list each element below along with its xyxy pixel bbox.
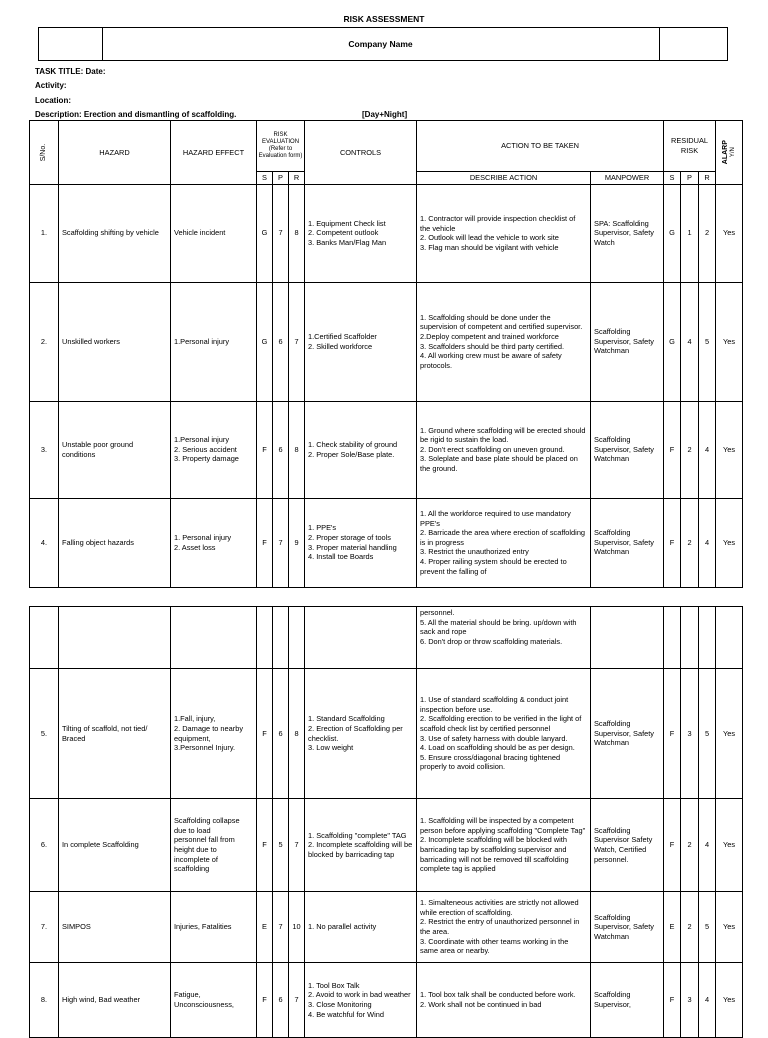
- row-manpower: Scaffolding Supervisor, Safety Watchman: [591, 498, 664, 587]
- row-risk-r: 7: [289, 799, 305, 892]
- row-risk-s: F: [257, 799, 273, 892]
- row-risk-r: 10: [289, 892, 305, 963]
- row-risk-s: G: [257, 184, 273, 282]
- row-residual-r: 4: [699, 799, 716, 892]
- row-controls: 1. Tool Box Talk 2. Avoid to work in bad weather 3. Close Monitoring 4. Be watchful for Wind: [305, 963, 417, 1038]
- shift-label: [Day+Night]: [362, 110, 408, 119]
- row-residual-s: F: [664, 498, 681, 587]
- row-hazard-effect: 1.Fall, injury, 2. Damage to nearby equipment, 3.Personnel Injury.: [171, 669, 257, 799]
- row-sno: 2.: [30, 282, 59, 401]
- row-risk-p: 5: [273, 799, 289, 892]
- alarp-header: ALARP Y/N: [716, 121, 743, 185]
- row-manpower: Scaffolding Supervisor,: [591, 963, 664, 1038]
- right-cell-divider: [659, 28, 660, 60]
- risk-evaluation-header: RISK EVALUATION (Refer to Evaluation form): [257, 121, 305, 172]
- row-risk-r: 7: [289, 963, 305, 1038]
- row-residual-r: 2: [699, 184, 716, 282]
- table-row: [30, 892, 743, 963]
- row-risk-p: 6: [273, 963, 289, 1038]
- row-residual-s: E: [664, 892, 681, 963]
- continuation-row: [30, 607, 743, 669]
- row-hazard: High wind, Bad weather: [59, 963, 171, 1038]
- row-risk-s: E: [257, 892, 273, 963]
- controls-header: CONTROLS: [305, 121, 417, 185]
- continuation-action: personnel. 5. All the material should be bring. up/down with sack and rope 6. Don't drop or throw scaffolding materials.: [417, 607, 591, 669]
- action-header: ACTION TO BE TAKEN: [417, 121, 664, 172]
- row-residual-r: 4: [699, 401, 716, 498]
- row-risk-p: 6: [273, 669, 289, 799]
- s-header: S: [257, 172, 273, 185]
- row-risk-p: 7: [273, 184, 289, 282]
- row-risk-s: G: [257, 282, 273, 401]
- row-risk-p: 7: [273, 498, 289, 587]
- document-title: RISK ASSESSMENT: [343, 14, 425, 24]
- row-manpower: SPA: Scaffolding Supervisor, Safety Watch: [591, 184, 664, 282]
- row-action: 1. All the workforce required to use mandatory PPE's 2. Barricade the area where erection of scaffolding is in progress 3. Restrict the unauthorized entry 4. Proper railing system should be erected to prevent the falling of: [417, 498, 591, 587]
- task-title-label: TASK TITLE: Date:: [35, 67, 106, 76]
- row-action: 1. Scaffolding will be inspected by a competent person before applying scaffolding "Complete Tag" 2. Incomplete scaffolding will be blocked with barricading tap by scaffolding supervisor and barricading will not be removed till scaffolding complete tag is applied: [417, 799, 591, 892]
- row-controls: 1. Scaffolding "complete" TAG 2. Incomplete scaffolding will be blocked by barricading tap: [305, 799, 417, 892]
- row-residual-p: 2: [681, 401, 699, 498]
- row-controls: 1. Equipment Check list 2. Competent outlook 3. Banks Man/Flag Man: [305, 184, 417, 282]
- row-alarp: Yes: [716, 401, 743, 498]
- row-risk-r: 8: [289, 184, 305, 282]
- row-action: 1. Simalteneous activities are strictly not allowed while erection of scaffolding. 2. Restrict the entry of unauthorized personnel in the area. 3. Coordinate with other teams working in the same area or nearby.: [417, 892, 591, 963]
- row-manpower: Scaffolding Supervisor, Safety Watchman: [591, 892, 664, 963]
- row-residual-s: G: [664, 184, 681, 282]
- row-risk-s: F: [257, 401, 273, 498]
- sno-header: S/No.: [30, 121, 59, 185]
- row-controls: 1.Certified Scaffolder 2. Skilled workforce: [305, 282, 417, 401]
- row-residual-p: 4: [681, 282, 699, 401]
- company-header-box: [38, 27, 728, 61]
- row-alarp: Yes: [716, 892, 743, 963]
- residual-risk-header: RESIDUAL RISK: [664, 121, 716, 172]
- row-hazard: SIMPOS: [59, 892, 171, 963]
- row-sno: 3.: [30, 401, 59, 498]
- row-sno: 1.: [30, 184, 59, 282]
- row-residual-p: 2: [681, 498, 699, 587]
- row-manpower: Scaffolding Supervisor, Safety Watchman: [591, 282, 664, 401]
- row-residual-s: G: [664, 282, 681, 401]
- row-risk-r: 8: [289, 401, 305, 498]
- p-header: P: [273, 172, 289, 185]
- row-hazard: Tilting of scaffold, not tied/ Braced: [59, 669, 171, 799]
- row-hazard-effect: Injuries, Fatalities: [171, 892, 257, 963]
- location-label: Location:: [35, 96, 71, 105]
- row-risk-s: F: [257, 963, 273, 1038]
- table-row: [30, 669, 743, 799]
- row-action: 1. Tool box talk shall be conducted before work. 2. Work shall not be continued in bad: [417, 963, 591, 1038]
- residual-p-header: P: [681, 172, 699, 185]
- row-residual-p: 2: [681, 892, 699, 963]
- row-risk-s: F: [257, 669, 273, 799]
- risk-table-page2: [29, 606, 743, 1038]
- row-residual-s: F: [664, 401, 681, 498]
- residual-s-header: S: [664, 172, 681, 185]
- row-residual-r: 5: [699, 669, 716, 799]
- row-manpower: Scaffolding Supervisor Safety Watch, Certified personnel.: [591, 799, 664, 892]
- row-risk-p: 6: [273, 401, 289, 498]
- row-sno: 5.: [30, 669, 59, 799]
- activity-label: Activity:: [35, 81, 67, 90]
- row-hazard-effect: 1.Personal injury 2. Serious accident 3. Property damage: [171, 401, 257, 498]
- row-controls: 1. No parallel activity: [305, 892, 417, 963]
- row-controls: 1. Check stability of ground 2. Proper Sole/Base plate.: [305, 401, 417, 498]
- row-hazard: Scaffolding shifting by vehicle: [59, 184, 171, 282]
- row-residual-p: 2: [681, 799, 699, 892]
- row-residual-p: 3: [681, 963, 699, 1038]
- row-hazard-effect: Vehicle incident: [171, 184, 257, 282]
- table-row: [30, 184, 743, 282]
- row-sno: 6.: [30, 799, 59, 892]
- row-residual-s: F: [664, 963, 681, 1038]
- row-residual-r: 4: [699, 963, 716, 1038]
- table-row: [30, 401, 743, 498]
- description-label: Description: Erection and dismantling of scaffolding.: [35, 110, 237, 119]
- row-risk-s: F: [257, 498, 273, 587]
- company-name: Company Name: [348, 39, 413, 49]
- row-alarp: Yes: [716, 669, 743, 799]
- row-alarp: Yes: [716, 498, 743, 587]
- row-hazard-effect: Scaffolding collapse due to load personnel fall from height due to incomplete of scaffolding: [171, 799, 257, 892]
- r-header: R: [289, 172, 305, 185]
- row-residual-p: 3: [681, 669, 699, 799]
- describe-action-header: DESCRIBE ACTION: [417, 172, 591, 185]
- row-action: 1. Ground where scaffolding will be erected should be rigid to sustain the load. 2. Don't erect scaffolding on uneven ground. 3. Soleplate and base plate should be placed on the ground.: [417, 401, 591, 498]
- row-hazard: Unskilled workers: [59, 282, 171, 401]
- row-sno: 7.: [30, 892, 59, 963]
- residual-r-header: R: [699, 172, 716, 185]
- row-action: 1. Use of standard scaffolding & conduct joint inspection before use. 2. Scaffolding erection to be verified in the light of scaffold check list by certified personnel 3. Use of safety harness with double lanyard. 4. Load on scaffolding should be as per design. 5. Ensure cross/diagonal bracing tightened properly to avoid collision.: [417, 669, 591, 799]
- row-manpower: Scaffolding Supervisor, Safety Watchman: [591, 669, 664, 799]
- table-row: [30, 799, 743, 892]
- row-risk-r: 7: [289, 282, 305, 401]
- risk-table-page1: [29, 120, 743, 588]
- row-manpower: Scaffolding Supervisor, Safety Watchman: [591, 401, 664, 498]
- row-hazard-effect: Fatigue, Unconsciousness,: [171, 963, 257, 1038]
- row-hazard: Falling object hazards: [59, 498, 171, 587]
- row-controls: 1. PPE's 2. Proper storage of tools 3. Proper material handling 4. Install toe Boards: [305, 498, 417, 587]
- row-controls: 1. Standard Scaffolding 2. Erection of Scaffolding per checklist. 3. Low weight: [305, 669, 417, 799]
- row-action: 1. Contractor will provide inspection checklist of the vehicle 2. Outlook will lead the vehicle to work site 3. Flag man should be vigilant with vehicle: [417, 184, 591, 282]
- hazard-effect-header: HAZARD EFFECT: [171, 121, 257, 185]
- row-alarp: Yes: [716, 282, 743, 401]
- hazard-header: HAZARD: [59, 121, 171, 185]
- row-risk-r: 8: [289, 669, 305, 799]
- row-hazard: Unstable poor ground conditions: [59, 401, 171, 498]
- row-residual-s: F: [664, 799, 681, 892]
- table-row: [30, 498, 743, 587]
- table-row: [30, 963, 743, 1038]
- row-risk-p: 6: [273, 282, 289, 401]
- row-residual-p: 1: [681, 184, 699, 282]
- row-hazard-effect: 1.Personal injury: [171, 282, 257, 401]
- row-sno: 4.: [30, 498, 59, 587]
- row-residual-s: F: [664, 669, 681, 799]
- row-hazard: In complete Scaffolding: [59, 799, 171, 892]
- manpower-header: MANPOWER: [591, 172, 664, 185]
- row-alarp: Yes: [716, 963, 743, 1038]
- row-residual-r: 4: [699, 498, 716, 587]
- row-residual-r: 5: [699, 892, 716, 963]
- row-action: 1. Scaffolding should be done under the supervision of competent and certified supervisor. 2.Deploy competent and trained workforce 3. Scaffolders should be third party certified. 4. All working crew must be aware of safety protocols.: [417, 282, 591, 401]
- row-alarp: Yes: [716, 799, 743, 892]
- row-residual-r: 5: [699, 282, 716, 401]
- row-alarp: Yes: [716, 184, 743, 282]
- table-row: [30, 282, 743, 401]
- row-sno: 8.: [30, 963, 59, 1038]
- row-risk-r: 9: [289, 498, 305, 587]
- row-hazard-effect: 1. Personal injury 2. Asset loss: [171, 498, 257, 587]
- row-risk-p: 7: [273, 892, 289, 963]
